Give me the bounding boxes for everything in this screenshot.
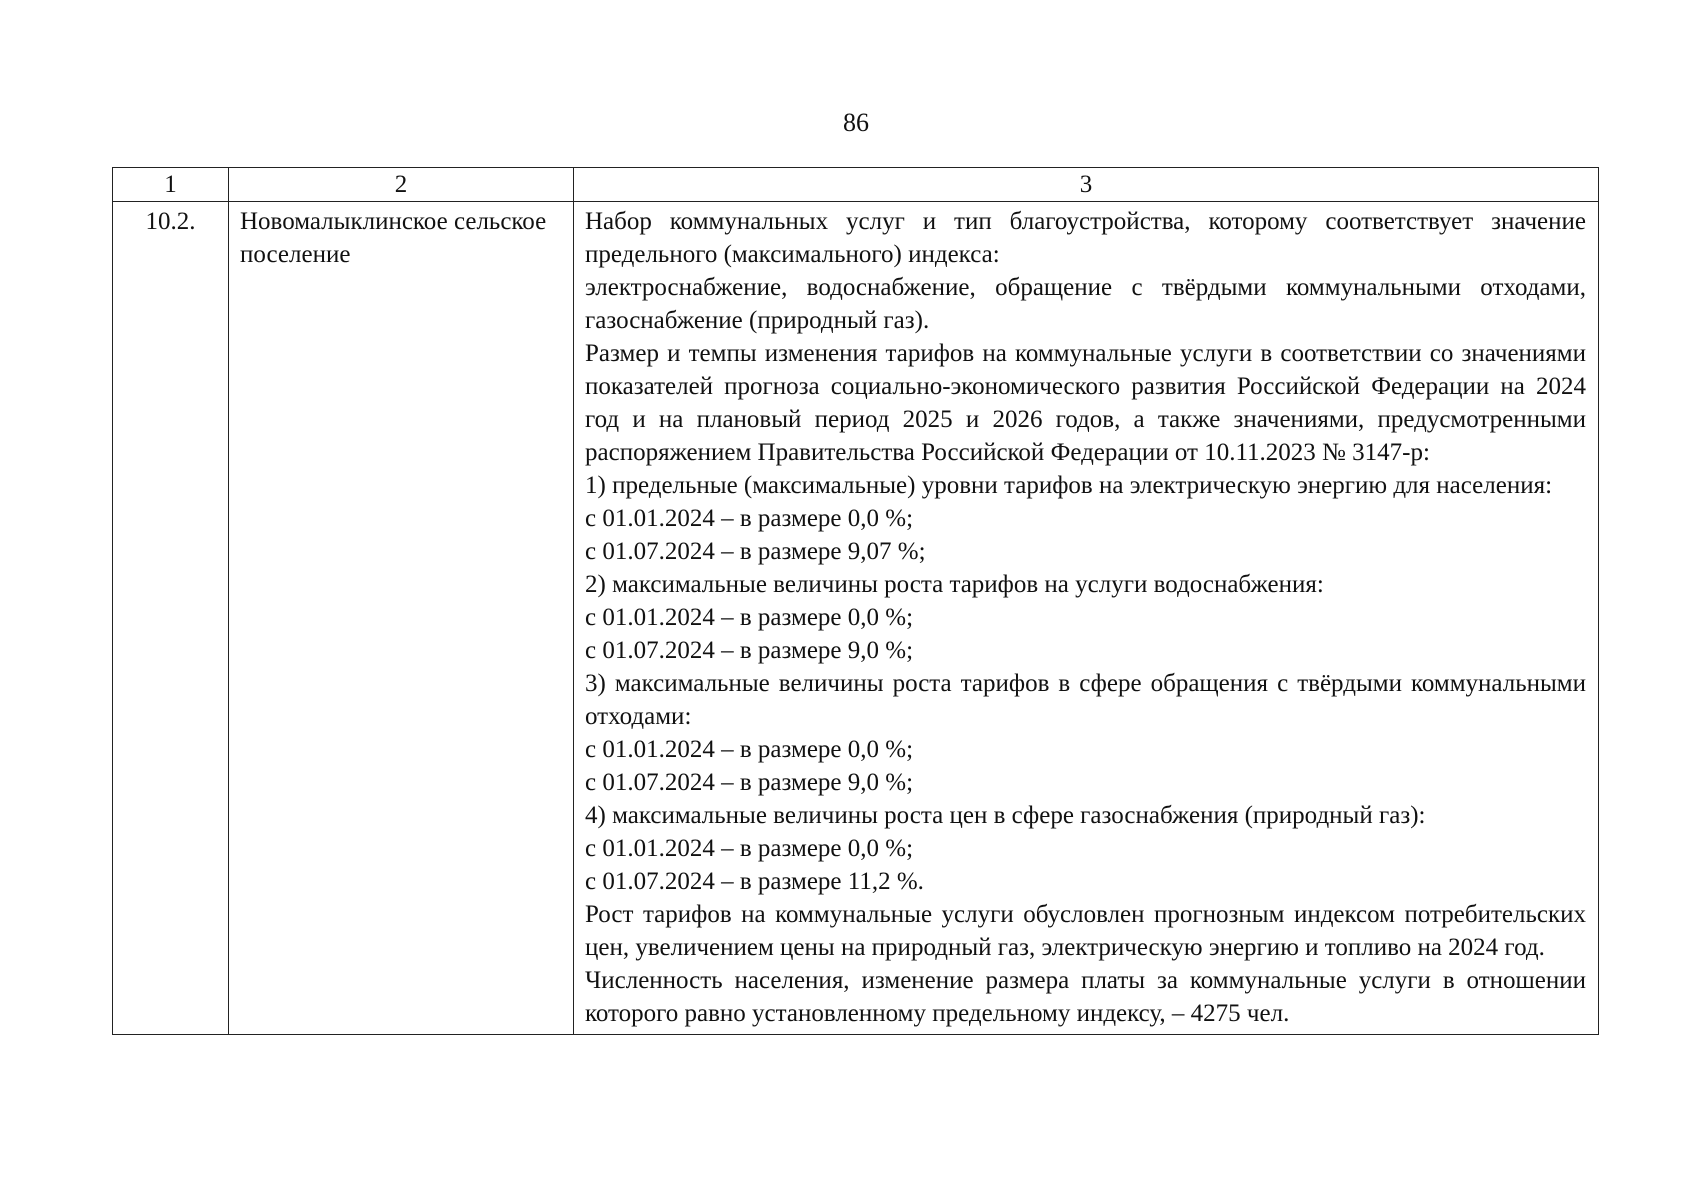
content-paragraph: 4) максимальные величины роста цен в сфере газоснабжения (природный газ): <box>585 802 1426 829</box>
content-paragraph: с 01.01.2024 – в размере 0,0 %; <box>585 736 914 763</box>
header-col-3: 3 <box>574 168 1599 202</box>
page-number: 86 <box>843 108 869 137</box>
content-paragraph: с 01.07.2024 – в размере 9,0 %; <box>585 769 914 796</box>
content-paragraph: с 01.01.2024 – в размере 0,0 %; <box>585 604 914 631</box>
content-paragraph: 2) максимальные величины роста тарифов на услуги водоснабжения: <box>585 571 1324 598</box>
header-col-2: 2 <box>229 168 574 202</box>
content-paragraph: с 01.01.2024 – в размере 0,0 %; <box>585 505 914 532</box>
table-row <box>113 202 1599 1035</box>
table-header-row <box>113 168 1599 202</box>
content-paragraph: с 01.01.2024 – в размере 0,0 %; <box>585 835 914 862</box>
content-paragraph: с 01.07.2024 – в размере 11,2 %. <box>585 868 924 895</box>
content-paragraph: Размер и темпы изменения тарифов на коммунальные услуги в соответствии со значениями показателей прогноза социально-экономического развития Российской Федерации на 2024 год и на плановый период 2025 и 2026 годов, а также значениями, предусмотренными распоряжением Правительства Российской Федерации от 10.11.2023 № 3147-р: <box>585 340 1586 466</box>
content-paragraph: Рост тарифов на коммунальные услуги обусловлен прогнозным индексом потребительских цен, увеличением цены на природный газ, электрическую энергию и топливо на 2024 год. <box>585 901 1586 961</box>
content-paragraph: Набор коммунальных услуг и тип благоустройства, которому соответствует значение предельного (максимального) индекса: <box>585 208 1586 268</box>
content-paragraph: с 01.07.2024 – в размере 9,0 %; <box>585 637 914 664</box>
content-paragraph: с 01.07.2024 – в размере 9,07 %; <box>585 538 926 565</box>
row-content <box>574 202 1599 1035</box>
header-col-1: 1 <box>113 168 229 202</box>
row-number: 10.2. <box>113 202 229 1035</box>
content-paragraph: Численность населения, изменение размера платы за коммунальные услуги в отношении которого равно установленному предельному индексу, – 4275 чел. <box>585 967 1586 1027</box>
content-paragraph: электроснабжение, водоснабжение, обращение с твёрдыми коммунальными отходами, газоснабжение (природный газ). <box>585 274 1586 334</box>
settlement-name: Новомалыклинское сельское поселение <box>229 202 574 1035</box>
tariff-table <box>112 167 1599 1035</box>
content-paragraph: 3) максимальные величины роста тарифов в сфере обращения с твёрдыми коммунальными отходами: <box>585 670 1586 730</box>
content-paragraph: 1) предельные (максимальные) уровни тарифов на электрическую энергию для населения: <box>585 472 1553 499</box>
